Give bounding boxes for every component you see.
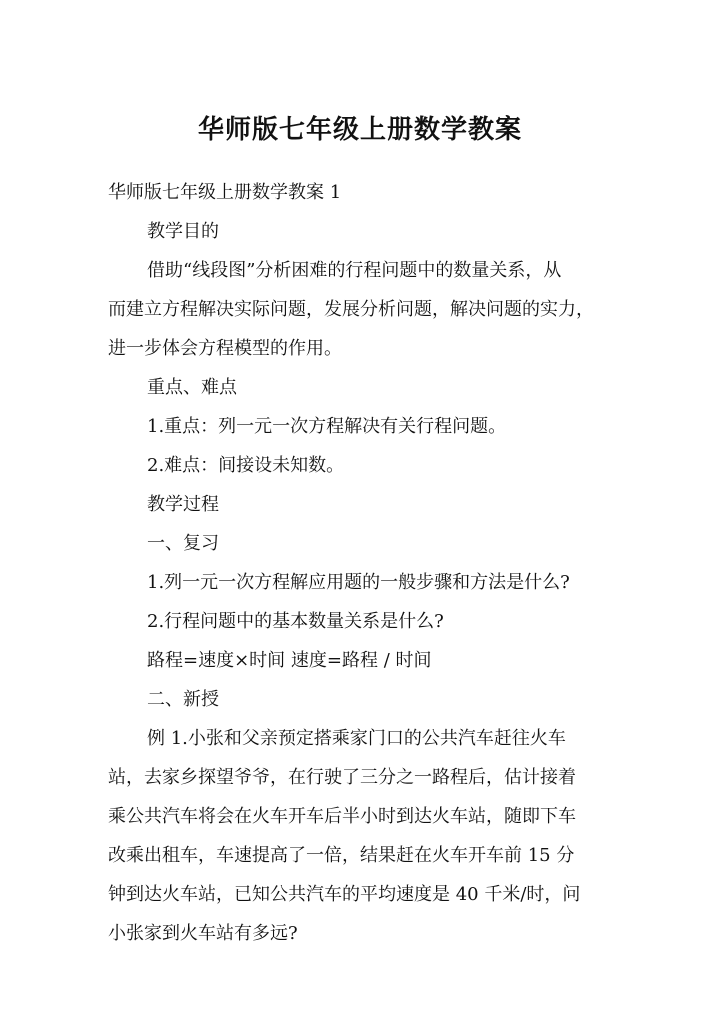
process-heading: 教学过程 (147, 494, 219, 515)
key-point: 1.重点：列一元一次方程解决有关行程问题。 (147, 416, 507, 437)
difficult-point: 2.难点：间接设未知数。 (147, 455, 345, 476)
example-line-4: 改乘出租车，车速提高了一倍，结果赶在火车开车前 15 分 (108, 845, 575, 866)
document-title: 华师版七年级上册数学教案 (197, 115, 522, 145)
new-lesson-heading: 二、新授 (147, 689, 219, 710)
section-title: 华师版七年级上册数学教案 1 (108, 182, 342, 203)
key-heading: 重点、难点 (147, 377, 237, 398)
review-question-2: 2.行程问题中的基本数量关系是什么? (147, 611, 444, 632)
objective-line-2: 而建立方程解决实际问题，发展分析问题，解决问题的实力， (108, 299, 594, 320)
example-line-5: 钟到达火车站，已知公共汽车的平均速度是 40 千米/时，问 (108, 884, 581, 905)
example-line-2: 站，去家乡探望爷爷，在行驶了三分之一路程后，估计接着 (108, 767, 576, 788)
review-heading: 一、复习 (147, 533, 219, 554)
objective-line-1: 借助“线段图”分析困难的行程问题中的数量关系，从 (147, 260, 562, 281)
objective-line-3: 进一步体会方程模型的作用。 (108, 338, 342, 359)
example-line-6: 小张家到火车站有多远? (108, 923, 298, 944)
objective-heading: 教学目的 (147, 221, 219, 242)
formula-line: 路程=速度×时间 速度=路程 / 时间 (147, 650, 432, 671)
example-line-1: 例 1.小张和父亲预定搭乘家门口的公共汽车赶往火车 (147, 728, 566, 749)
example-line-3: 乘公共汽车将会在火车开车后半小时到达火车站，随即下车 (108, 806, 576, 827)
review-question-1: 1.列一元一次方程解应用题的一般步骤和方法是什么? (147, 572, 570, 593)
